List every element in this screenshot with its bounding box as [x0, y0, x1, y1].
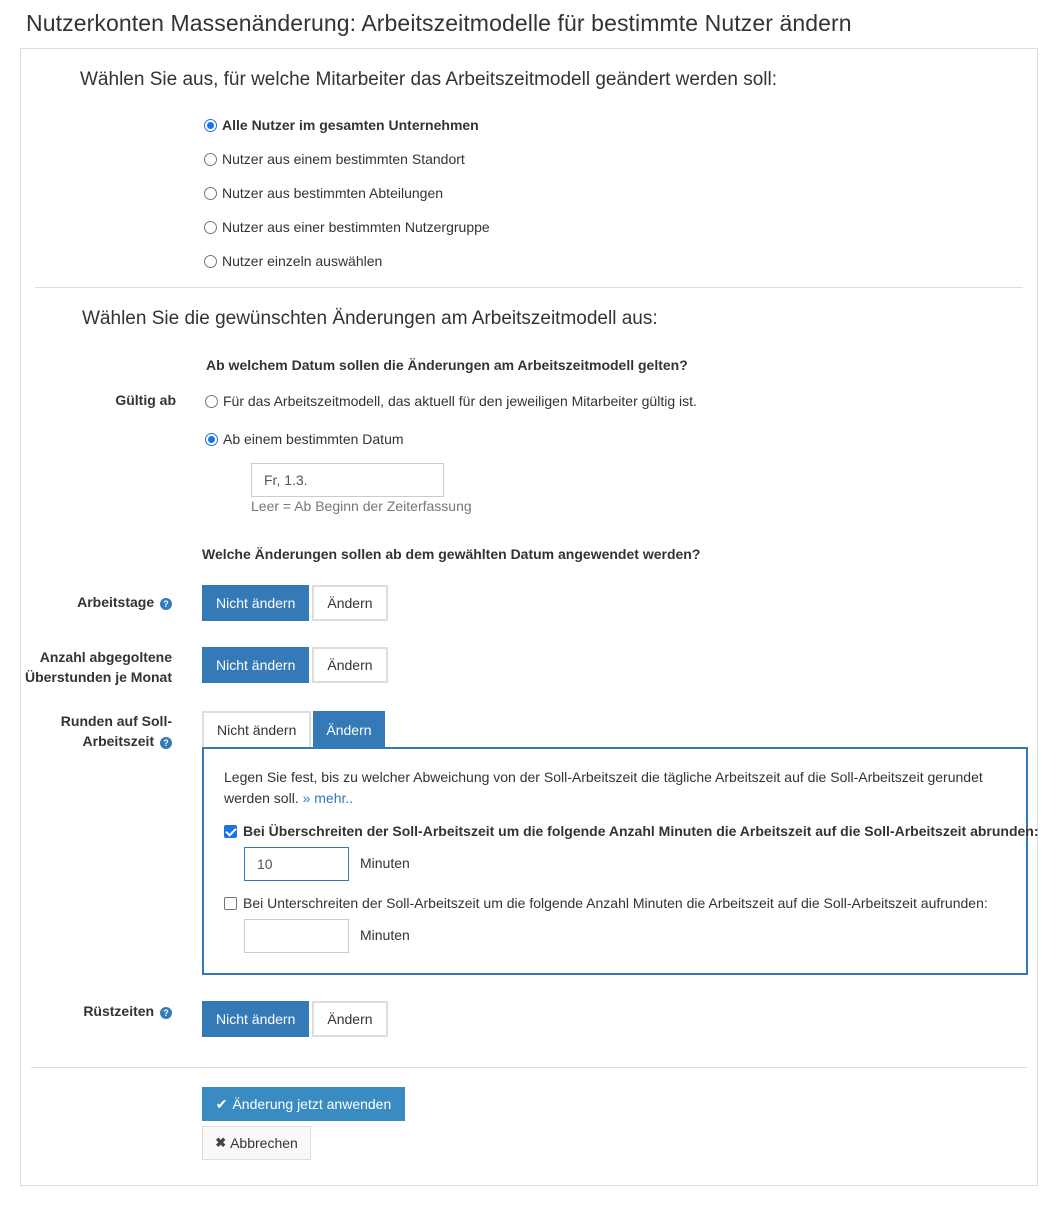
rounding-label-line2: Arbeitszeit: [82, 733, 155, 749]
rounding-info-text: Legen Sie fest, bis zu welcher Abweichung von der Soll-Arbeitszeit die tägliche Arbeitszeit auf die Soll-Arbeitszeit gerundet werden soll.: [224, 769, 983, 806]
overtime-no-change-button[interactable]: Nicht ändern: [202, 647, 309, 683]
round-up-minutes-input[interactable]: [244, 919, 349, 953]
cancel-button[interactable]: [202, 1126, 311, 1160]
cancel-button-label: Abbrechen: [230, 1135, 298, 1151]
round-down-value: 10: [257, 856, 273, 872]
setup-times-label: [22, 1001, 172, 1021]
scope-option-departments[interactable]: [204, 183, 490, 203]
radio-icon[interactable]: [204, 221, 217, 234]
date-input-value: Fr, 1.3.: [264, 472, 308, 488]
setup-times-label-text: Rüstzeiten: [83, 1003, 155, 1019]
checkbox-checked-icon[interactable]: [224, 825, 237, 838]
section-divider: [35, 287, 1023, 288]
scope-option-individual[interactable]: [204, 251, 490, 271]
radio-checked-icon[interactable]: [205, 433, 218, 446]
rounding-change-tab[interactable]: Ändern: [313, 711, 384, 749]
check-icon: ✔: [215, 1095, 228, 1112]
scope-option-location[interactable]: [204, 149, 490, 169]
rounding-tabs: [202, 711, 385, 749]
scope-option-label: Nutzer einzeln auswählen: [222, 253, 383, 269]
page-title: Nutzerkonten Massenänderung: Arbeitszeitmodelle für bestimmte Nutzer ändern: [26, 10, 852, 36]
apply-button-label: Änderung jetzt anwenden: [232, 1096, 392, 1112]
scope-option-all[interactable]: [204, 115, 490, 135]
valid-from-date-input[interactable]: [251, 463, 444, 497]
radio-icon[interactable]: [204, 153, 217, 166]
scope-option-label: Nutzer aus bestimmten Abteilungen: [222, 185, 444, 201]
scope-option-label: Nutzer aus einer bestimmten Nutzergruppe: [222, 219, 490, 235]
date-help-text: Leer = Ab Beginn der Zeiterfassung: [251, 498, 472, 514]
setup-times-no-change-button[interactable]: Nicht ändern: [202, 1001, 309, 1037]
workdays-toggle: [202, 585, 388, 621]
valid-from-option-label: Ab einem bestimmten Datum: [223, 431, 404, 447]
valid-from-option-date[interactable]: [205, 429, 404, 449]
changes-question: Welche Änderungen sollen ab dem gewählten Datum angewendet werden?: [202, 546, 701, 562]
setup-times-toggle: [202, 1001, 388, 1037]
checkbox-icon[interactable]: [224, 897, 237, 910]
round-down-label: Bei Überschreiten der Soll-Arbeitszeit um die folgende Anzahl Minuten die Arbeitszeit auf die Soll-Arbeitszeit abrunden:: [243, 823, 1039, 839]
overtime-label-line2: Überstunden je Monat: [24, 669, 172, 685]
valid-from-option-current[interactable]: [205, 391, 697, 411]
setup-times-change-button[interactable]: Ändern: [312, 1001, 387, 1037]
actions-divider: [31, 1067, 1027, 1068]
scope-heading: Wählen Sie aus, für welche Mitarbeiter das Arbeitszeitmodell geändert werden soll:: [80, 69, 778, 90]
round-up-unit: Minuten: [360, 927, 410, 943]
overtime-label-line1: Anzahl abgegoltene: [39, 649, 172, 665]
radio-checked-icon[interactable]: [204, 119, 217, 132]
apply-button[interactable]: [202, 1087, 405, 1121]
workdays-label: [22, 592, 172, 612]
round-down-checkbox-row[interactable]: [224, 821, 1039, 841]
overtime-label: [22, 647, 172, 687]
round-down-unit: Minuten: [360, 855, 410, 871]
rounding-panel: [202, 747, 1039, 975]
scope-option-usergroup[interactable]: [204, 217, 490, 237]
valid-from-label: Gültig ab: [115, 392, 176, 408]
help-icon[interactable]: ?: [160, 1007, 172, 1019]
radio-icon[interactable]: [205, 395, 218, 408]
overtime-change-button[interactable]: Ändern: [312, 647, 387, 683]
workdays-no-change-button[interactable]: Nicht ändern: [202, 585, 309, 621]
rounding-label-line1: Runden auf Soll-: [60, 713, 172, 729]
radio-icon[interactable]: [204, 187, 217, 200]
date-question: Ab welchem Datum sollen die Änderungen am Arbeitszeitmodell gelten?: [206, 357, 688, 373]
more-link[interactable]: » mehr..: [302, 790, 354, 806]
rounding-label: [22, 711, 172, 751]
times-icon: ✖: [215, 1135, 227, 1150]
round-down-minutes-input[interactable]: [244, 847, 349, 881]
rounding-info: [224, 767, 1004, 809]
help-icon[interactable]: ?: [160, 737, 172, 749]
valid-from-option-label: Für das Arbeitszeitmodell, das aktuell für den jeweiligen Mitarbeiter gültig ist.: [223, 393, 697, 409]
scope-radio-group: [204, 115, 490, 271]
overtime-toggle: [202, 647, 388, 683]
scope-option-label: Nutzer aus einem bestimmten Standort: [222, 151, 465, 167]
help-icon[interactable]: ?: [160, 598, 172, 610]
round-up-label: Bei Unterschreiten der Soll-Arbeitszeit um die folgende Anzahl Minuten die Arbeitszeit auf die Soll-Arbeitszeit aufrunden:: [243, 895, 988, 911]
radio-icon[interactable]: [204, 255, 217, 268]
scope-option-label: Alle Nutzer im gesamten Unternehmen: [222, 117, 479, 133]
rounding-no-change-tab[interactable]: Nicht ändern: [202, 711, 311, 747]
changes-heading: Wählen Sie die gewünschten Änderungen am Arbeitszeitmodell aus:: [82, 308, 658, 329]
form-panel: [20, 48, 1038, 1186]
workdays-change-button[interactable]: Ändern: [312, 585, 387, 621]
round-up-checkbox-row[interactable]: [224, 893, 988, 913]
workdays-label-text: Arbeitstage: [77, 594, 155, 610]
